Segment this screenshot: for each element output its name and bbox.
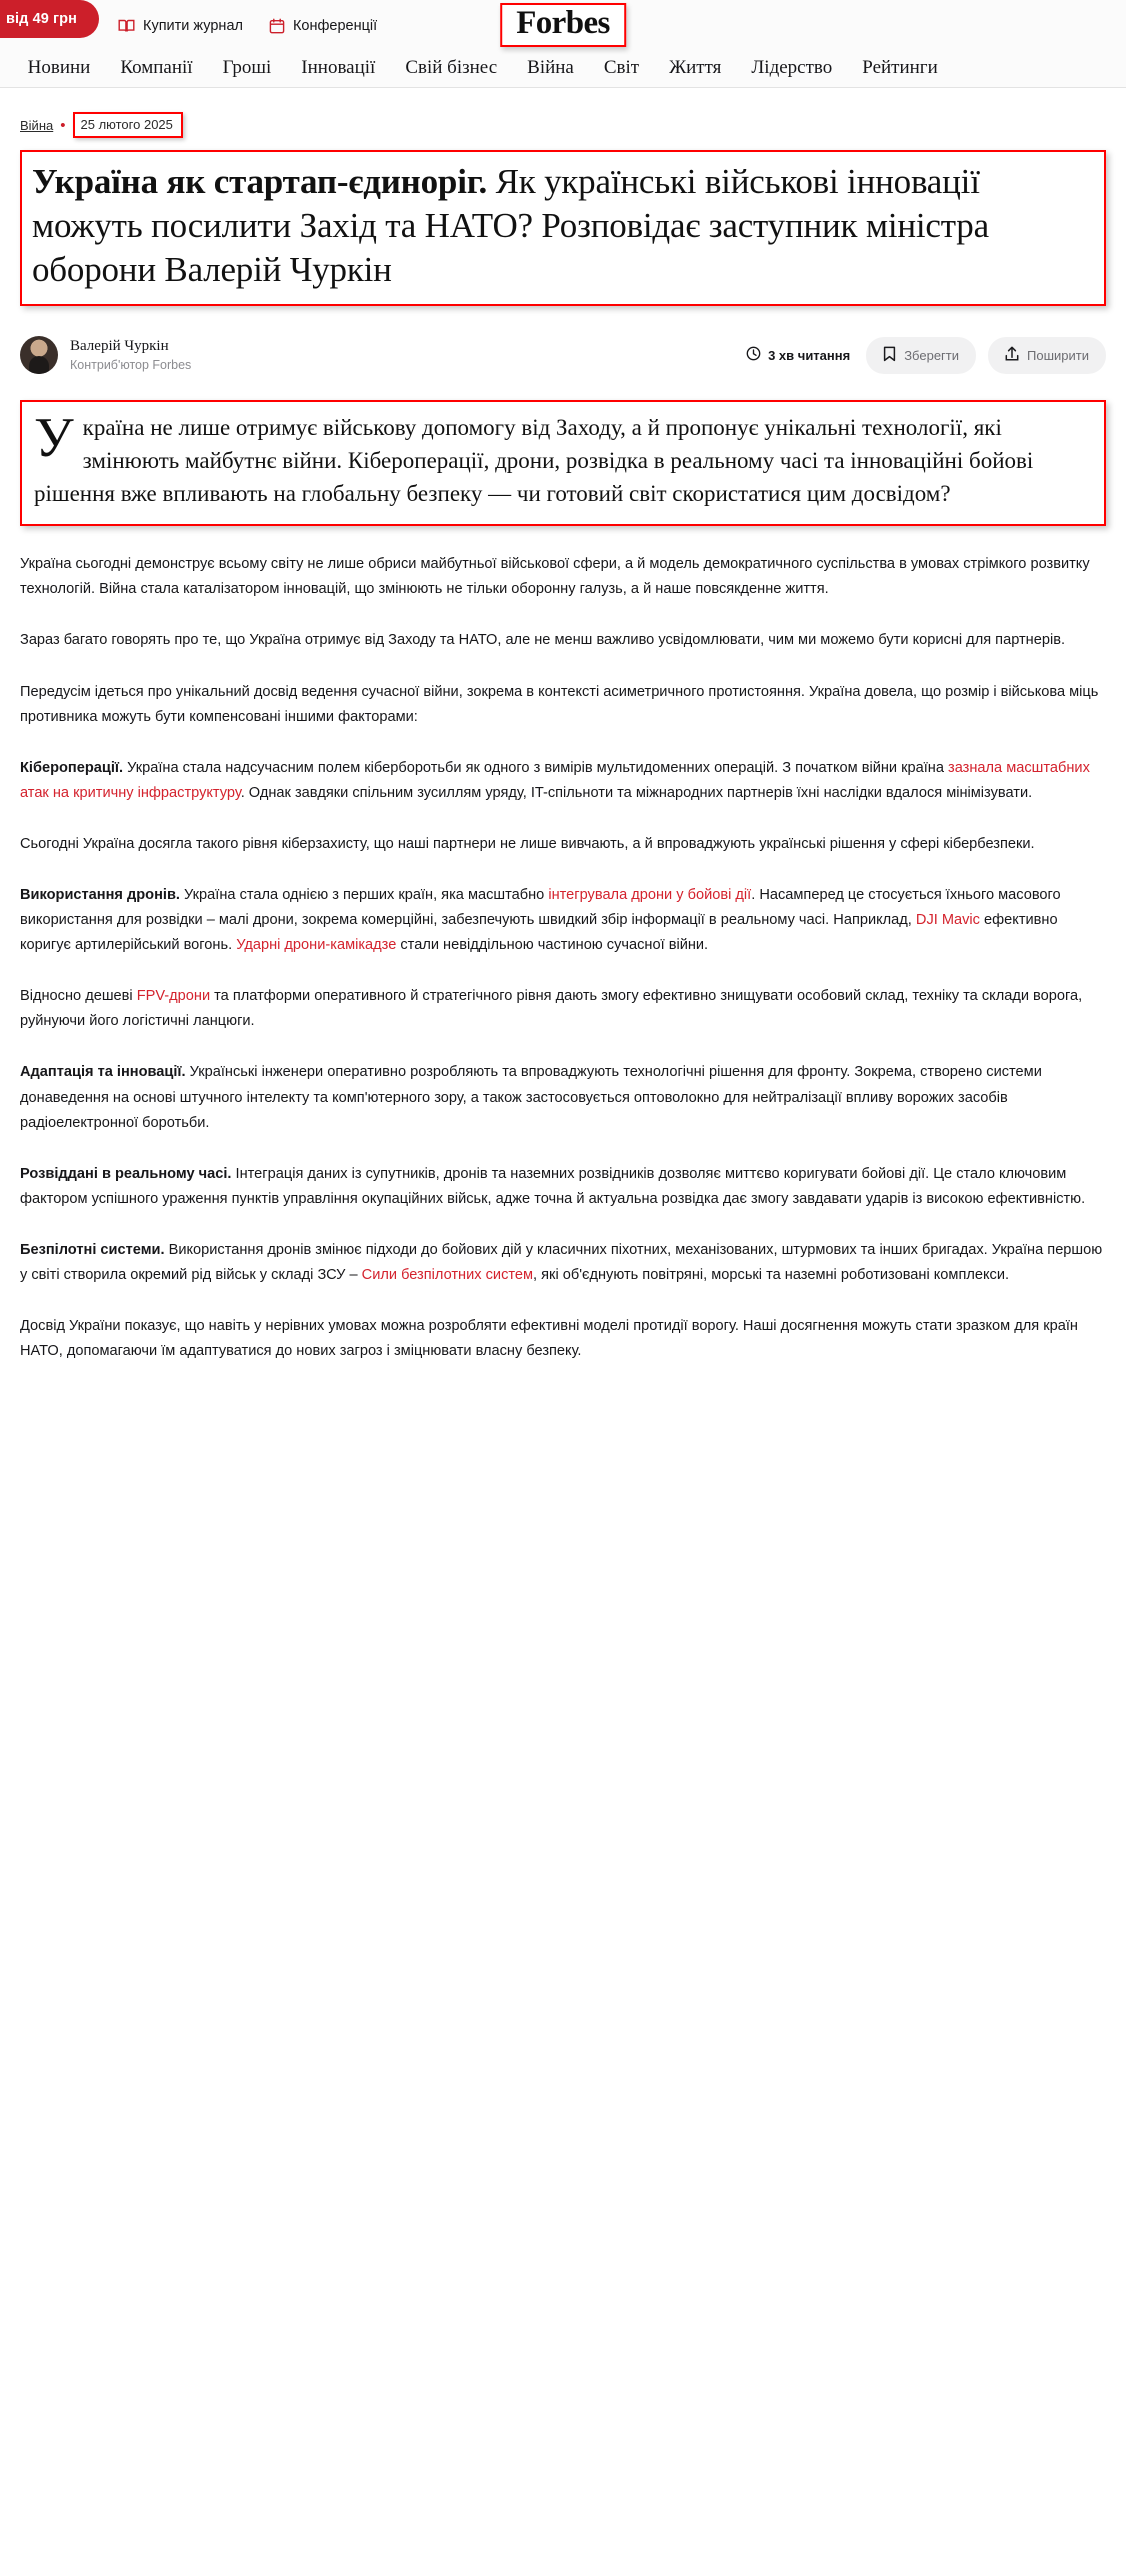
paragraph-lead-in: Безпілотні системи. — [20, 1241, 165, 1258]
share-label: Поширити — [1027, 347, 1089, 363]
logo-annotation-box — [500, 3, 626, 47]
promo-label: від 49 грн — [6, 11, 77, 27]
paragraph-lead-in: Адаптація та інновації. — [20, 1064, 186, 1081]
nav-item-novyny[interactable]: Новини — [27, 57, 91, 78]
breadcrumb-category[interactable]: Війна — [20, 117, 54, 133]
utility-links — [118, 16, 377, 34]
paragraph-text: Інтеграція даних із супутників, дронів та наземних розвідників дозволяє миттєво коригувати бойові дії. Це стало ключовим фактором успішного ураження пунктів управління окупаційних військ, адже точна й актуальна розвідка дає змогу завдавати ударів із високою ефективністю. — [20, 1165, 1086, 1207]
body-paragraph — [20, 680, 1106, 730]
save-button[interactable] — [866, 337, 976, 374]
subscription-promo-badge[interactable] — [0, 0, 99, 38]
body-paragraph — [20, 1314, 1106, 1364]
paragraph-lead-in: Кібероперації. — [20, 759, 124, 776]
paragraph-lead-in: Використання дронів. — [20, 887, 180, 903]
paragraph-text: Сьогодні Україна досягла такого рівня кіберзахисту, що наші партнери не лише вивчають, а й впроваджують українські рішення у сфері кібербезпеки. — [20, 835, 1035, 852]
body-paragraph — [20, 552, 1106, 602]
paragraph-text: Передусім ідеться про унікальний досвід ведення сучасної війни, зокрема в контексті асиметричного протистояння. Україна довела, що розмір і військова міць противника можуть бути компенсовані іншими факторами: — [20, 683, 1099, 725]
nav-item-zhyttya[interactable]: Життя — [669, 57, 722, 78]
headline-rest-part: Як українські військові інновації можуть посилити Захід та НАТО? Розповідає заступник міністра оборони Валерій Чуркін — [32, 162, 989, 290]
nav-item-viyna[interactable]: Війна — [527, 57, 574, 78]
body-paragraph — [20, 832, 1106, 857]
book-icon — [118, 18, 135, 34]
paragraph-text: ефективно коригує артилерійський вогонь. — [20, 912, 1058, 954]
page-title — [32, 160, 1094, 292]
forbes-logo[interactable] — [500, 3, 626, 47]
paragraph-text: та платформи оперативного й стратегічного рівня дають змогу ефективно знищувати особовий склад, техніку та склади ворога, руйнуючи його логістичні ланцюги. — [20, 988, 1083, 1030]
nav-item-reytynhy[interactable]: Рейтинги — [862, 57, 938, 78]
author-role: Контриб'ютор Forbes — [70, 357, 192, 372]
paragraph-text: Українські інженери оперативно розробляють та впроваджують технологічні рішення для фронту. Зокрема, створено системи донаведення на основі штучного інтелекту та комп'ютерного зору, а також застосовується оптоволокно для нейтралізації впливу ворожих засобів радіоелектронної боротьби. — [20, 1064, 1042, 1131]
nav-item-sviy-biznes[interactable]: Свій бізнес — [405, 57, 498, 78]
article — [0, 112, 1126, 1404]
paragraph-text: Україна стала однією з перших країн, яка масштабно — [180, 887, 549, 903]
paragraph-text: . Однак завдяки спільним зусиллям уряду, IT-спільноти та міжнародних партнерів їхні наслідки вдалося мінімізувати. — [240, 784, 1033, 801]
body-paragraph — [20, 1060, 1106, 1135]
breadcrumb — [20, 112, 1106, 138]
paragraph-text: , які об'єднують повітряні, морські та наземні роботизовані комплекси. — [533, 1267, 1010, 1284]
bookmark-icon — [883, 346, 896, 365]
read-time — [746, 346, 854, 364]
body-paragraph — [20, 756, 1106, 806]
headline-annotation-box — [20, 150, 1106, 306]
nav-items — [0, 57, 938, 79]
body-link[interactable]: інтегрувала дрони у бойові дії — [548, 887, 752, 903]
paragraph-text: Україна сьогодні демонструє всьому світу не лише обриси майбутньої військової сфери, а й модель демократичного суспільства в умовах стрімкого розвитку технологій. Війна стала каталізатором інновацій, що змінюють не тільки оборонну галузь, а й наше повсякденне життя. — [20, 556, 1090, 598]
body-link[interactable]: зазнала масштабних атак на критичну інфраструктуру — [20, 759, 1090, 801]
breadcrumb-separator: • — [60, 116, 66, 134]
read-time-label: 3 хв читання — [768, 347, 851, 363]
share-icon — [1005, 346, 1019, 365]
nav-item-innovatsii[interactable]: Інновації — [301, 57, 376, 78]
clock-icon — [746, 346, 761, 364]
body-link[interactable]: Ударні дрони-камікадзе — [236, 937, 397, 954]
main-navigation — [0, 49, 1126, 88]
article-actions — [746, 337, 1106, 374]
top-utility-bar — [0, 0, 1126, 49]
lead-text: країна не лише отримує військову допомогу від Заходу, а й пропонує унікальні технології, які змінюють майбутнє війни. Кібероперації, дрони, розвідка в реальному часі та інноваційні бойові рішення вже впливають на глобальну безпеку — чи готовий світ скористатися цим досвідом? — [34, 415, 1034, 506]
body-paragraph — [20, 883, 1106, 958]
share-button[interactable] — [988, 337, 1106, 374]
body-link[interactable]: FPV-дрони — [136, 988, 211, 1005]
body-link[interactable]: DJI Mavic — [915, 912, 980, 929]
body-paragraph — [20, 628, 1106, 653]
paragraph-lead-in: Розвіддані в реальному часі. — [20, 1165, 232, 1182]
body-paragraph — [20, 984, 1106, 1034]
buy-magazine-link[interactable] — [118, 18, 243, 34]
nav-item-hroshi[interactable]: Гроші — [222, 57, 272, 78]
paragraph-text: Відносно дешеві — [20, 988, 137, 1005]
nav-item-kompanii[interactable]: Компанії — [120, 57, 193, 78]
conferences-label: Конференції — [292, 17, 378, 34]
body-link[interactable]: Сили безпілотних систем — [361, 1267, 534, 1284]
byline-names — [70, 337, 191, 373]
paragraph-text: . Насамперед це стосується їхнього масового використання для розвідки – малі дрони, зокрема комерційні, забезпечують швидкий збір інформації в реальному часі. Наприклад, — [20, 887, 1061, 929]
headline-bold-part: Україна як стартап-єдиноріг. — [32, 162, 488, 201]
byline — [20, 332, 1106, 378]
body-paragraph — [20, 1238, 1106, 1288]
paragraph-text: Зараз багато говорять про те, що Україна отримує від Заходу та НАТО, але не менш важливо усвідомлювати, чим ми можемо бути корисні для партнерів. — [20, 632, 1066, 649]
paragraph-text: Україна стала надсучасним полем кіберборотьби як одного з вимірів мультидоменних операцій. З початком війни країна — [123, 759, 949, 776]
save-label: Зберегти — [904, 347, 960, 363]
paragraph-text: Досвід України показує, що навіть у нерівних умовах можна розробляти ефективні моделі протидії ворогу. Наші досягнення можуть стати зразком для країн НАТО, допомагаючи їм адаптуватися до нових загроз і зміцнювати власну безпеку. — [20, 1318, 1078, 1360]
article-body — [20, 552, 1106, 1404]
body-paragraph — [20, 1162, 1106, 1212]
author-name[interactable]: Валерій Чуркін — [70, 338, 169, 355]
paragraph-text: стали невіддільною частиною сучасної війни. — [396, 937, 709, 954]
nav-item-liderstvo[interactable]: Лідерство — [751, 57, 833, 78]
article-lead — [34, 407, 1092, 510]
buy-magazine-label: Купити журнал — [143, 17, 243, 34]
conferences-link[interactable] — [269, 18, 377, 34]
paragraph-text: Використання дронів змінює підходи до бойових дій у класичних піхотних, механізованих, штурмових та інших бригадах. Україна першою у світі створила окремий рід військ у складі ЗСУ – — [20, 1241, 1103, 1284]
lead-dropcap: У — [34, 407, 74, 470]
avatar — [20, 336, 58, 374]
publish-date: 25 лютого 2025 — [73, 112, 183, 138]
logo-text: Forbes — [516, 5, 610, 41]
lead-annotation-box — [20, 400, 1106, 526]
nav-item-svit[interactable]: Світ — [603, 57, 640, 78]
calendar-icon — [269, 18, 285, 34]
